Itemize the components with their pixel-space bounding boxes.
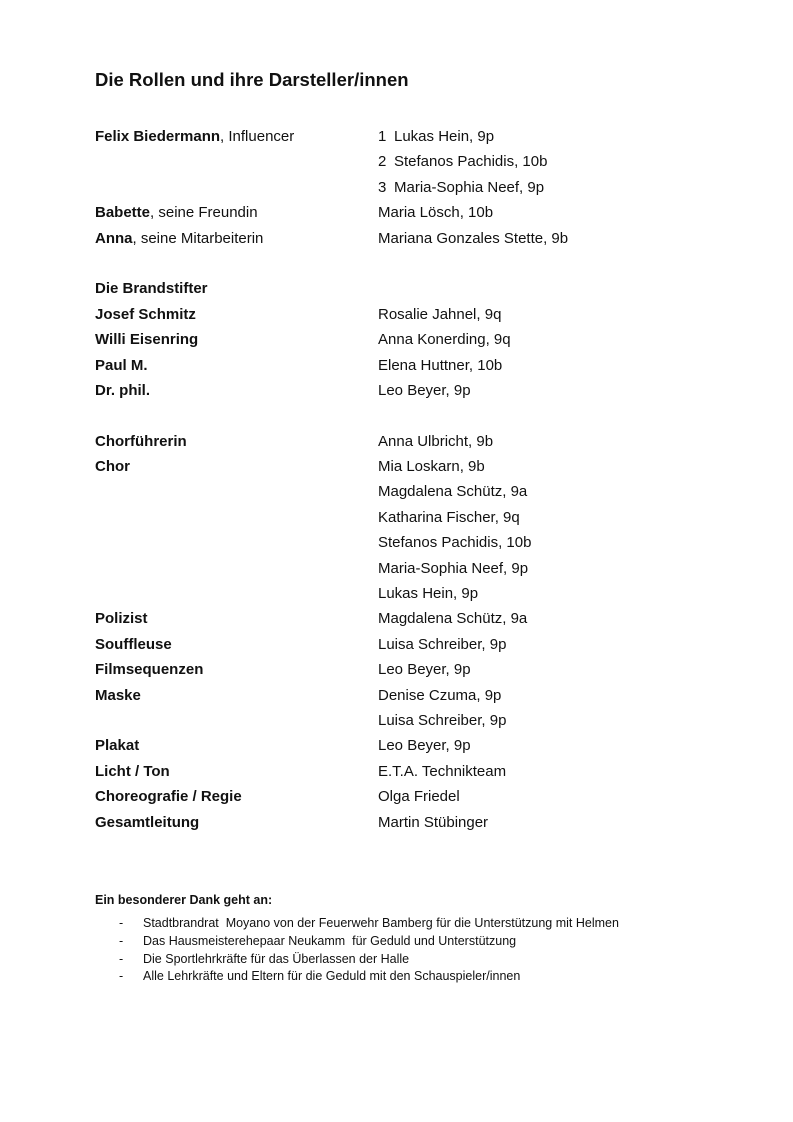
role-name [95, 353, 378, 378]
role-name [95, 429, 378, 454]
role-name-bold: Dr. phil. [95, 381, 151, 399]
role-name [95, 505, 378, 530]
actor [378, 124, 494, 149]
role-name [95, 784, 378, 809]
role-name-bold: Die Brandstifter [95, 280, 208, 298]
cast-row [95, 353, 715, 378]
actor-name: Katharina Fischer, 9q [378, 508, 520, 526]
thanks-item [95, 968, 715, 986]
actor-name: Rosalie Jahnel, 9q [378, 305, 502, 323]
actor-name: E.T.A. Technikteam [378, 762, 507, 780]
actor-name: Mia Loskarn, 9b [378, 458, 485, 476]
actor-name: Magdalena Schütz, 9a [378, 610, 528, 628]
thanks-item [95, 951, 715, 969]
role-name-bold: Chor [95, 458, 130, 476]
cast-row [95, 226, 715, 251]
thanks-item [95, 915, 715, 933]
actor-name: Leo Beyer, 9p [378, 381, 471, 399]
bullet-dash: - [119, 969, 124, 984]
actor [378, 302, 501, 327]
cast-row [95, 505, 715, 530]
cast-list [95, 124, 715, 835]
actor [378, 556, 528, 581]
actor-name: Denise Czuma, 9p [378, 686, 502, 704]
role-name [95, 733, 378, 758]
cast-row [95, 200, 715, 225]
actor-name: Luisa Schreiber, 9p [378, 635, 507, 653]
actor-name: Elena Huttner, 10b [378, 356, 503, 374]
cast-row [95, 810, 715, 835]
role-name [95, 606, 378, 631]
role-name [95, 810, 378, 835]
bullet-dash: - [119, 933, 124, 948]
actor-name: Lukas Hein, 9p [378, 585, 479, 603]
actor [378, 429, 493, 454]
cast-row [95, 454, 715, 479]
actor [378, 632, 506, 657]
role-name [95, 327, 378, 352]
role-name-bold: Paul M. [95, 356, 148, 374]
actor [378, 479, 527, 504]
role-description: , Influencer [220, 128, 295, 145]
role-name-bold: Felix Biedermann [95, 128, 221, 145]
thanks-text: Alle Lehrkräfte und Eltern für die Geduld mit den Schauspieler/innen [143, 969, 521, 984]
cast-row [95, 759, 715, 784]
role-name [95, 708, 378, 733]
actor-name: Maria-Sophia Neef, 9p [378, 559, 529, 577]
page-title: Die Rollen und ihre Darsteller/innen [95, 69, 409, 90]
spacer [95, 251, 715, 276]
cast-row [95, 327, 715, 352]
role-name-bold: Anna [95, 229, 133, 247]
role-name-bold: Willi Eisenring [95, 331, 199, 349]
role-name-bold: Filmsequenzen [95, 661, 204, 679]
role-name-bold: Choreografie / Regie [95, 788, 242, 806]
role-name [95, 479, 378, 504]
role-name [95, 149, 378, 174]
actor-name: Martin Stübinger [378, 813, 489, 831]
cast-row [95, 124, 715, 149]
actor-name: Maria-Sophia Neef, 9p [394, 178, 545, 196]
actor-name: Leo Beyer, 9p [378, 661, 471, 679]
role-name [95, 581, 378, 606]
role-name-bold: Polizist [95, 610, 148, 628]
cast-row [95, 378, 715, 403]
actor-name: Magdalena Schütz, 9a [378, 483, 528, 501]
cast-number: 3 [378, 178, 387, 196]
actor [378, 683, 501, 708]
cast-row [95, 632, 715, 657]
cast-number: 1 [378, 128, 387, 145]
actor [378, 505, 520, 530]
actor [378, 733, 471, 758]
actor [378, 784, 460, 809]
actor [378, 454, 485, 479]
bullet-dash: - [119, 951, 124, 966]
actor [378, 708, 506, 733]
cast-number: 2 [378, 153, 387, 171]
role-name [95, 530, 378, 555]
role-name-bold: Plakat [95, 737, 140, 755]
actor-name: Luisa Schreiber, 9p [378, 711, 507, 729]
role-name-bold: Gesamtleitung [95, 813, 200, 831]
actor-name: Lukas Hein, 9p [394, 128, 495, 145]
cast-row [95, 581, 715, 606]
thanks-text: Das Hausmeisterehepaar Neukamm für Geduld und Unterstützung [143, 933, 517, 948]
actor [378, 175, 544, 200]
thanks-text: Stadtbrandrat Moyano von der Feuerwehr Bamberg für die Unterstützung mit Helmen [143, 916, 619, 930]
actor [378, 327, 511, 352]
actor [378, 200, 493, 225]
spacer [95, 403, 715, 428]
role-name-bold: Souffleuse [95, 635, 172, 653]
role-name-bold: Babette [95, 204, 151, 222]
cast-row [95, 175, 715, 200]
cast-row [95, 530, 715, 555]
role-name [95, 226, 378, 251]
role-name [95, 378, 378, 403]
role-name-bold: Chorführerin [95, 432, 187, 450]
cast-row [95, 276, 715, 301]
role-name [95, 200, 378, 225]
thanks-section [95, 893, 715, 986]
actor [378, 226, 568, 251]
role-name [95, 175, 378, 200]
actor-name: Maria Lösch, 10b [378, 204, 494, 222]
actor [378, 759, 506, 784]
cast-row [95, 149, 715, 174]
role-name-bold: Licht / Ton [95, 762, 170, 780]
actor [378, 606, 527, 631]
cast-row [95, 683, 715, 708]
thanks-item [95, 933, 715, 951]
cast-row [95, 479, 715, 504]
cast-row [95, 556, 715, 581]
actor [378, 657, 471, 682]
cast-row [95, 784, 715, 809]
role-name [95, 276, 378, 301]
actor [378, 378, 471, 403]
actor-name: Anna Konerding, 9q [378, 331, 511, 349]
bullet-dash: - [119, 916, 124, 930]
role-name [95, 759, 378, 784]
cast-row [95, 429, 715, 454]
role-name [95, 683, 378, 708]
role-name-bold: Josef Schmitz [95, 305, 196, 323]
role-name [95, 556, 378, 581]
cast-row [95, 708, 715, 733]
actor-name: Anna Ulbricht, 9b [378, 432, 494, 450]
role-name-bold: Maske [95, 686, 141, 704]
cast-row [95, 657, 715, 682]
role-name [95, 124, 378, 149]
actor-name: Stefanos Pachidis, 10b [394, 153, 548, 171]
role-name [95, 657, 378, 682]
cast-row [95, 606, 715, 631]
actor [378, 810, 488, 835]
cast-row [95, 302, 715, 327]
actor-name: Mariana Gonzales Stette, 9b [378, 229, 569, 247]
role-description: , seine Mitarbeiterin [132, 229, 264, 247]
actor [378, 581, 478, 606]
role-description: , seine Freundin [150, 204, 258, 222]
actor [378, 149, 547, 174]
thanks-text: Die Sportlehrkräfte für das Überlassen der Halle [143, 951, 410, 966]
thanks-title: Ein besonderer Dank geht an: [95, 893, 273, 907]
cast-row [95, 733, 715, 758]
actor [378, 353, 502, 378]
actor [378, 530, 531, 555]
role-name [95, 454, 378, 479]
thanks-list [95, 915, 715, 986]
role-name [95, 632, 378, 657]
role-name [95, 302, 378, 327]
actor-name: Stefanos Pachidis, 10b [378, 534, 532, 552]
actor-name: Olga Friedel [378, 788, 460, 806]
actor-name: Leo Beyer, 9p [378, 737, 471, 755]
